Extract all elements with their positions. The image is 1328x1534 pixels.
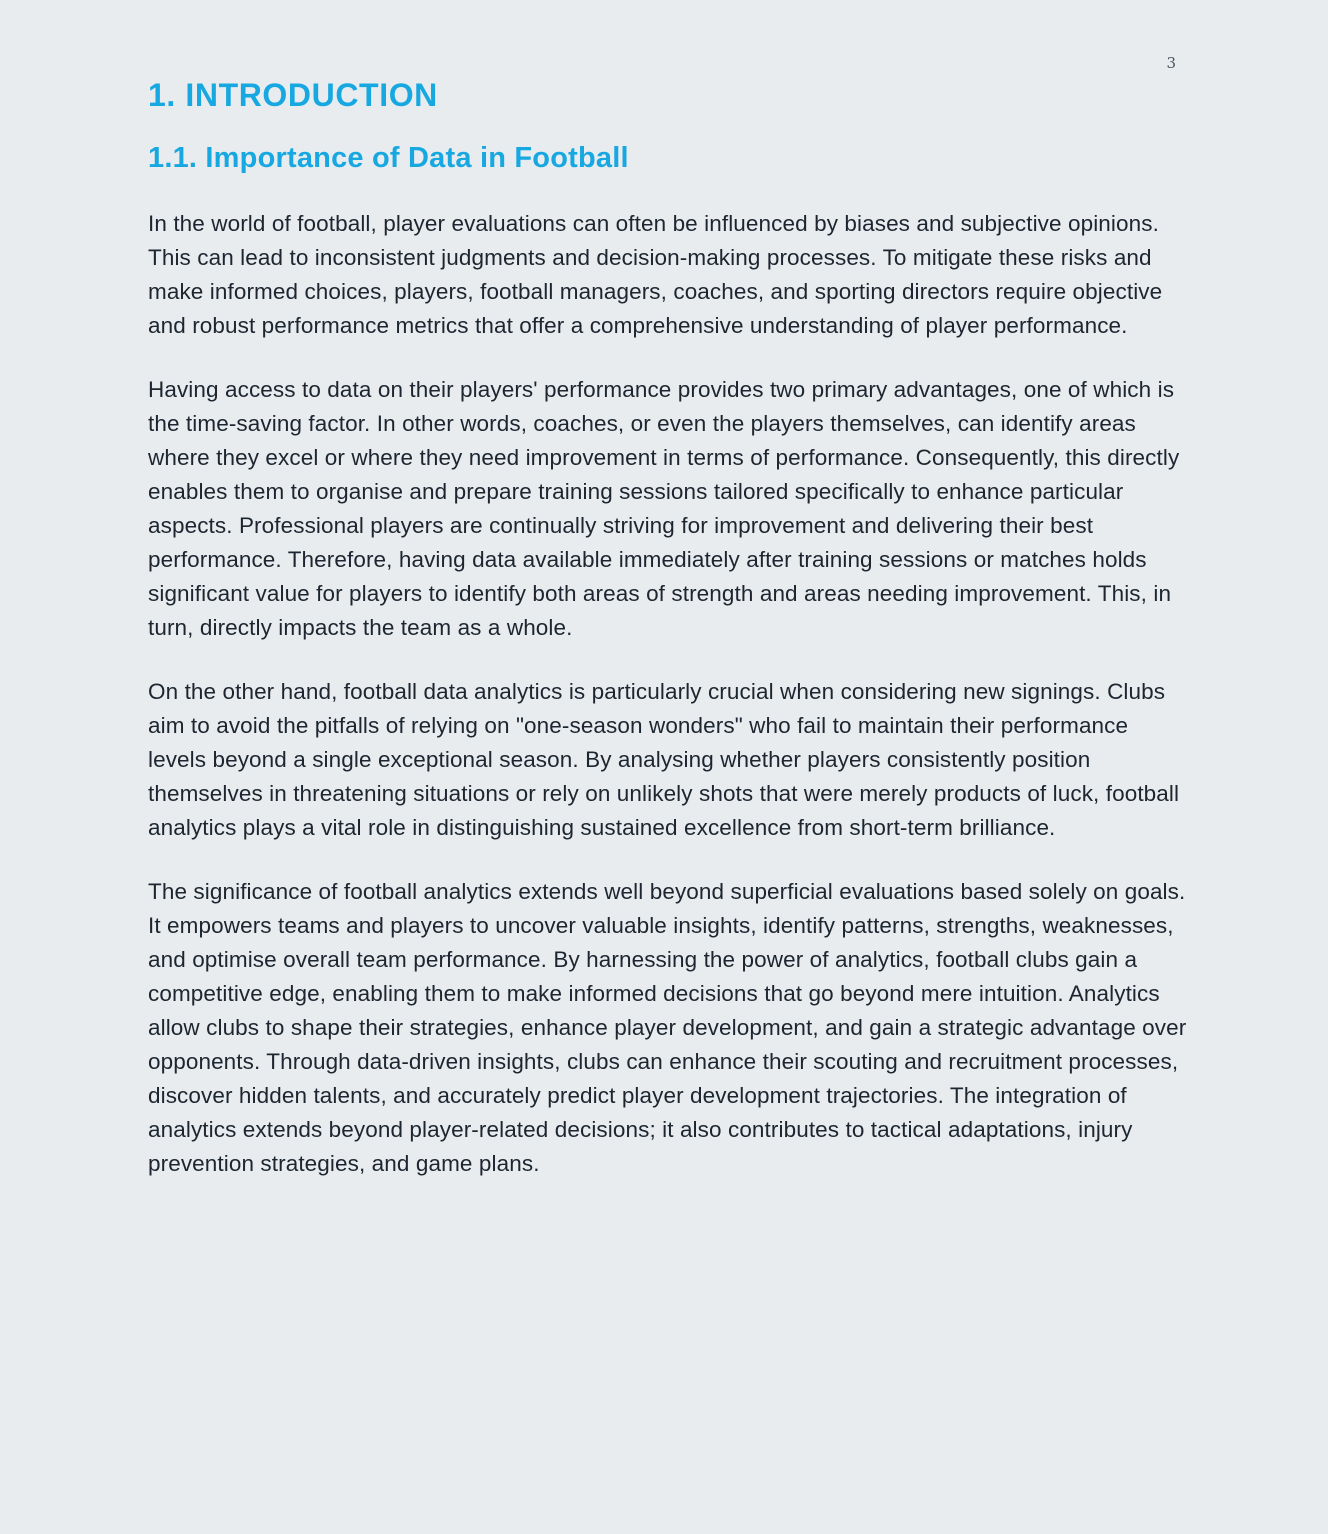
subsection-heading: 1.1. Importance of Data in Football: [148, 142, 629, 175]
page-number: 3: [1166, 54, 1176, 72]
paragraph-analytics-significance: The significance of football analytics extends well beyond superficial evaluations based solely on goals. It empowers teams and players to uncover valuable insights, identify patterns, strengths, weaknesses, and optimise overall team performance. By harnessing the power of analytics, football clubs gain a competitive edge, enabling them to make informed decisions that go beyond mere intuition. Analytics allow clubs to shape their strategies, enhance player development, and gain a strategic advantage over opponents. Through data-driven insights, clubs can enhance their scouting and recruitment processes, discover hidden talents, and accurately predict player development trajectories. The integration of analytics extends beyond player-related decisions; it also contributes to tactical adaptations, injury prevention strategies, and game plans.: [148, 879, 1187, 1177]
section-heading: 1. INTRODUCTION: [148, 77, 438, 113]
paragraph-importance-intro: In the world of football, player evaluations can often be influenced by biases and subjective opinions. This can lead to inconsistent judgments and decision-making processes. To mitigate these risks and make informed choices, players, football managers, coaches, and sporting directors require objective and robust performance metrics that offer a comprehensive understanding of player performance.: [148, 211, 1163, 339]
paragraph-data-advantages: Having access to data on their players' performance provides two primary advantages, one of which is the time-saving factor. In other words, coaches, or even the players themselves, can identify areas where they excel or where they need improvement in terms of performance. Consequently, this directly enables them to organise and prepare training sessions tailored specifically to enhance particular aspects. Professional players are continually striving for improvement and delivering their best performance. Therefore, having data available immediately after training sessions or matches holds significant value for players to identify both areas of strength and areas needing improvement. This, in turn, directly impacts the team as a whole.: [148, 377, 1180, 641]
paragraph-new-signings: On the other hand, football data analytics is particularly crucial when considering new signings. Clubs aim to avoid the pitfalls of relying on "one-season wonders" who fail to maintain their performance levels beyond a single exceptional season. By analysing whether players consistently position themselves in threatening situations or rely on unlikely shots that were merely products of luck, football analytics plays a vital role in distinguishing sustained excellence from short-term brilliance.: [148, 679, 1180, 841]
